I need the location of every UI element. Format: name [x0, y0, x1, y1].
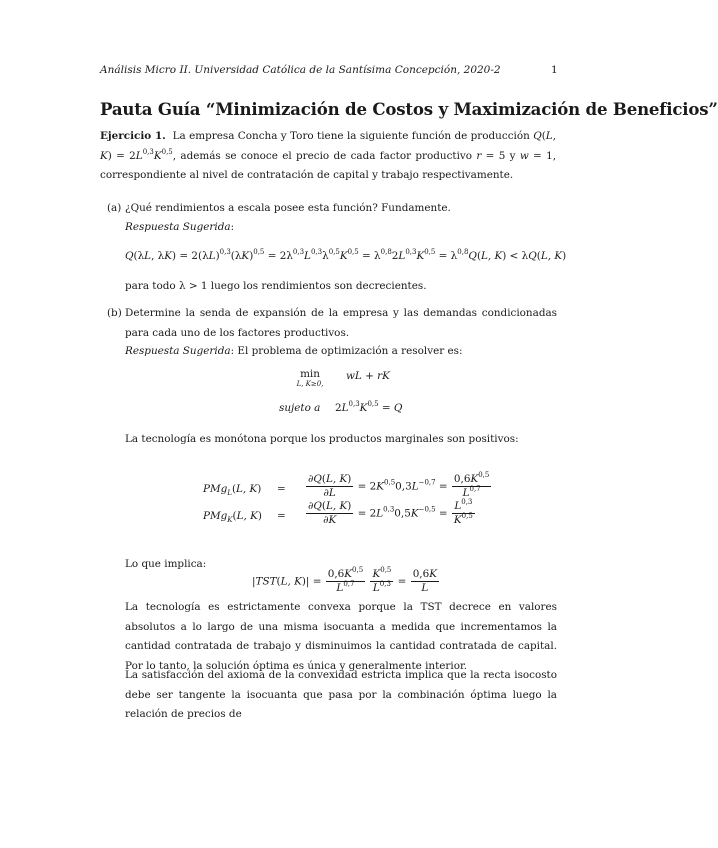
convexity-paragraph: La tecnología es estrictamente convexa porque la TST decrece en valores absolutos a lo largo de una misma isocuanta a medida que incrementamos la cantidad contratada de trabajo y disminuimos la cantidad contratada de capital. Por lo tanto, la solución óptima es única y generalmente interior.	[125, 601, 557, 672]
running-header: Análisis Micro II. Universidad Católica de la Santísima Concepción, 2020-2	[100, 64, 501, 76]
exercise-intro-a: La empresa Concha y Toro tiene la siguiente función de producción	[172, 130, 530, 142]
exercise-label: Ejercicio 1.	[100, 130, 166, 142]
document-title: Pauta Guía “Minimización de Costos y Maximización de Beneficios”	[100, 99, 718, 119]
pmg-l-equals: =	[277, 483, 286, 495]
subject-to-label: sujeto a	[279, 402, 321, 414]
pmg-l-rhs: $\frac{\partial Q(L, K)}{\partial L}$ = $2K^{0,5}0,3L^{-0,7}$ = $\frac{0,6K^{0,5}}{L^{0,7}}$	[308, 471, 490, 499]
part-a-answer-label: Respuesta Sugerida:	[125, 221, 235, 233]
pmg-l-lhs: PMg$_L$(L, K)	[203, 483, 262, 497]
exercise-intro-b: además se conoce el precio de cada factor productivo	[180, 149, 473, 162]
part-a-conclusion: para todo λ > 1 luego los rendimientos son decrecientes.	[125, 280, 427, 292]
objective-function: wL + rK	[346, 370, 390, 382]
part-a-question: ¿Qué rendimientos a escala posee esta función? Fundamente.	[125, 202, 451, 214]
part-a-label: (a)	[107, 202, 122, 214]
exercise-statement: Ejercicio 1. La empresa Concha y Toro tiene la siguiente función de producción Q(L, $K) = 2L^{0,3}K^{0,5}$, además se conoce el precio de cada factor productivo r = 5 y w = 1, correspondiente al nivel de contratación de capital y trabajo respectivamente.	[100, 130, 557, 181]
pmg-k-equals: =	[277, 510, 286, 522]
pmg-k-rhs: $\frac{\partial Q(L, K)}{\partial K}$ = $2L^{0,3}0,5K^{-0,5}$ = $\frac{L^{0,3}}{K^{0,5}}$	[308, 498, 473, 526]
implies-text: Lo que implica:	[125, 558, 207, 570]
monotone-text: La tecnología es monótona porque los productos marginales son positivos:	[125, 433, 519, 445]
pmg-k-lhs: PMg$_K$(L, K)	[203, 510, 262, 524]
part-b-label: (b)	[107, 307, 122, 319]
constraint: $2L^{0,3}K^{0,5} = Q$	[335, 400, 403, 414]
part-b-answer-intro: Respuesta Sugerida: El problema de optimización a resolver es:	[125, 345, 463, 357]
part-b-question: Determine la senda de expansión de la empresa y las demandas condicionadas para cada uno de los factores productivos.	[125, 307, 557, 339]
axiom-paragraph: La satisfacción del axioma de la convexidad estricta implica que la recta isocosto debe ser tangente la isocuanta que pasa por la combinación óptima luego la relación de precios de	[125, 669, 557, 720]
exercise-intro-c: correspondiente al nivel de contratación de capital y trabajo respectivamente.	[100, 169, 514, 181]
tst-equation: |TST(L, K)| = $\frac{0,6K^{0,5}}{L^{0,7}}$ $\frac{K^{0,5}}{L^{0,3}}$ = $\frac{0,6K}{L}$	[252, 566, 437, 594]
min-operator: min L, K≥0,	[296, 368, 324, 388]
page-number: 1	[551, 64, 558, 76]
returns-to-scale-equation: Q(λL, $\lambda K) = 2(\lambda L)^{0,3}(\lambda K)^{0,5} = 2\lambda^{0,3}L^{0,3}\lambda^{0,5}K^{0,5} = \lambda^{0,8}2L^{0,3}K^{0,5} = \lambda^{0,8}Q(L$, K) < λQ(L, K)	[125, 248, 567, 262]
